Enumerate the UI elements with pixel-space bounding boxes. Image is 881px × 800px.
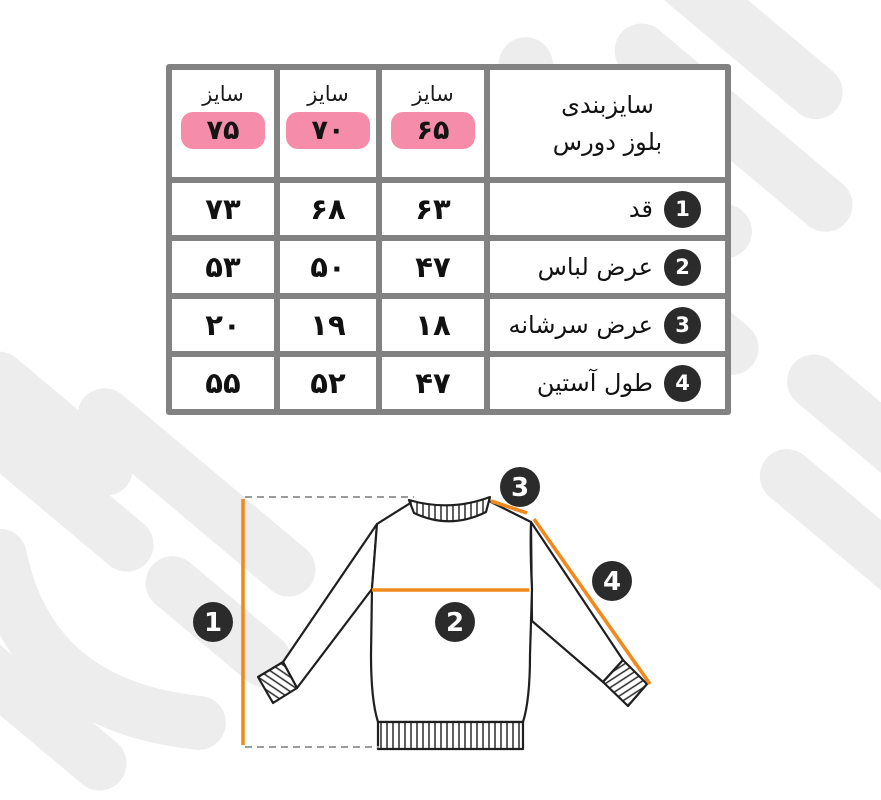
shoulder-size70-value: ۱۹ [280,299,376,351]
size-70-pill: ۷۰ [286,112,370,149]
size-word: سایز [307,82,349,106]
row-badge-2: 2 [664,249,701,286]
diagram-badge-2: 2 [445,608,465,638]
row-badge-3: 3 [664,307,701,344]
size-75-pill: ۷۵ [181,112,265,149]
right-sleeve [531,522,623,682]
sleeve-size70-value: ۵۲ [280,357,376,409]
row-label-shoulder [490,299,725,351]
size-70-header [280,70,376,177]
diagram-badge-4: 4 [602,567,622,597]
size-65-pill: ۶۵ [391,112,475,149]
hem-rib [378,722,523,749]
row-label-sleeve [490,357,725,409]
sleeve-size75-value: ۵۵ [172,357,274,409]
size-word: سایز [412,82,454,106]
width-size75-value: ۵۳ [172,241,274,293]
table-title-cell [490,70,725,177]
diagram-badge-1: 1 [203,608,223,638]
length-size75-value: ۷۳ [172,183,274,235]
length-size65-value: ۶۳ [382,183,484,235]
table-title-line1: سایزبندی [561,90,654,119]
length-size70-value: ۶۸ [280,183,376,235]
row-badge-4: 4 [664,365,701,402]
size-word: سایز [202,82,244,106]
sleeve-size65-value: ۴۷ [382,357,484,409]
size-65-header [382,70,484,177]
row-label-text: طول آستین [536,369,653,397]
row-label-text: عرض سرشانه [508,311,653,339]
shoulder-size75-value: ۲۰ [172,299,274,351]
table-title-line2: بلوز دورس [552,127,663,156]
shoulder-size65-value: ۱۸ [382,299,484,351]
size-75-header [172,70,274,177]
row-label-width [490,241,725,293]
row-label-text: عرض لباس [537,253,653,281]
width-size65-value: ۴۷ [382,241,484,293]
width-size70-value: ۵۰ [280,241,376,293]
row-label-text: قد [628,195,653,223]
row-label-length [490,183,725,235]
size-chart-table [166,64,731,415]
diagram-badge-3: 3 [510,473,530,503]
row-badge-1: 1 [664,191,701,228]
